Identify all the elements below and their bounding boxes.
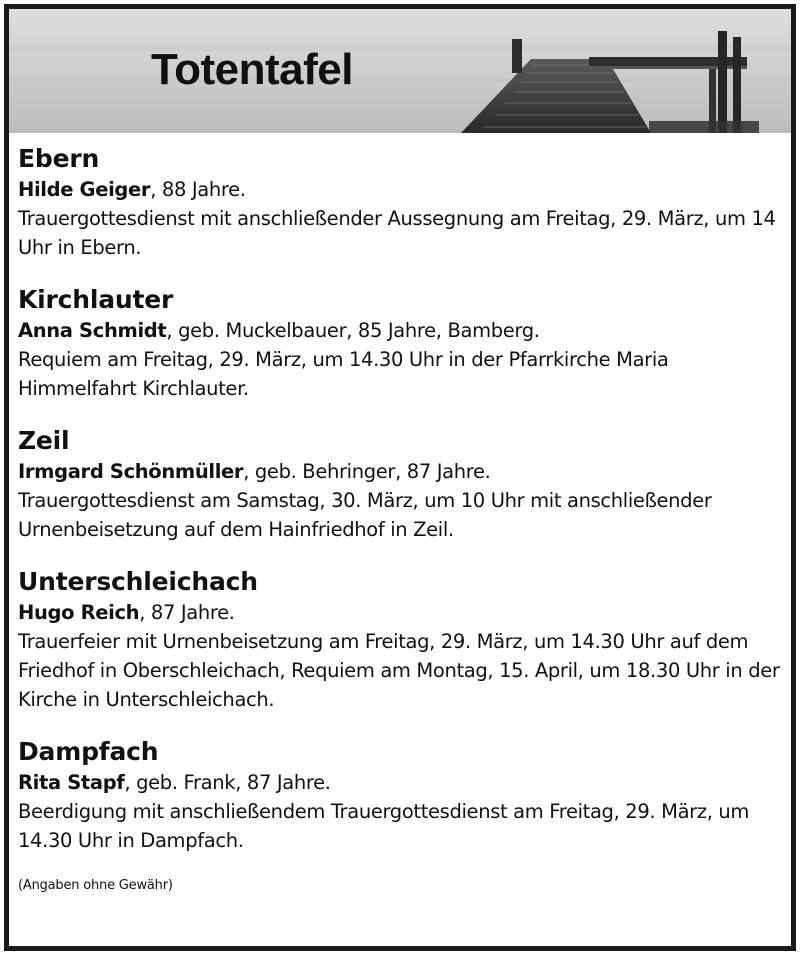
place-heading: Unterschleichach [18, 567, 258, 596]
person-line [18, 175, 791, 204]
page-title: Totentafel [151, 45, 353, 94]
person-name: Hugo Reich [18, 601, 140, 624]
obituary-entry [18, 143, 791, 262]
obituary-list [9, 133, 791, 895]
person-name: Anna Schmidt [18, 319, 167, 342]
service-text: Trauergottesdienst mit anschließender Aussegnung am Freitag, 29. März, um 14 Uhr in Ebern. [18, 207, 776, 259]
person-name: Hilde Geiger [18, 178, 151, 201]
person-name: Rita Stapf [18, 771, 125, 794]
service-text: Trauerfeier mit Urnenbeisetzung am Freitag, 29. März, um 14.30 Uhr auf dem Friedhof in Oberschleichach, Requiem am Montag, 15. April, um 18.30 Uhr in der Kirche in Unterschleichach. [18, 630, 780, 711]
person-details: , 88 Jahre. [150, 178, 246, 201]
obituary-entry [18, 566, 791, 714]
jetty-image [9, 9, 791, 133]
obituary-entry [18, 736, 791, 855]
person-details: , 87 Jahre. [139, 601, 235, 624]
person-details: , geb. Frank, 87 Jahre. [124, 771, 331, 794]
service-text: Beerdigung mit anschließendem Trauergottesdienst am Freitag, 29. März, um 14.30 Uhr in Dampfach. [18, 800, 750, 852]
person-details: , geb. Muckelbauer, 85 Jahre, Bamberg. [166, 319, 540, 342]
header-banner [9, 9, 791, 133]
obituary-notice [4, 4, 796, 951]
person-name: Irmgard Schönmüller [18, 460, 244, 483]
obituary-entry [18, 425, 791, 544]
place-heading: Zeil [18, 426, 70, 455]
service-text: Requiem am Freitag, 29. März, um 14.30 Uhr in der Pfarrkirche Maria Himmelfahrt Kirchlauter. [18, 348, 669, 400]
disclaimer-note: (Angaben ohne Gewähr) [18, 878, 173, 893]
person-line [18, 316, 791, 345]
person-line [18, 457, 791, 486]
place-heading: Ebern [18, 144, 100, 173]
person-line [18, 598, 791, 627]
obituary-entry [18, 284, 791, 403]
place-heading: Kirchlauter [18, 285, 174, 314]
person-line [18, 768, 791, 797]
place-heading: Dampfach [18, 737, 159, 766]
person-details: , geb. Behringer, 87 Jahre. [243, 460, 491, 483]
service-text: Trauergottesdienst am Samstag, 30. März, um 10 Uhr mit anschließender Urnenbeisetzung auf dem Hainfriedhof in Zeil. [18, 489, 712, 541]
